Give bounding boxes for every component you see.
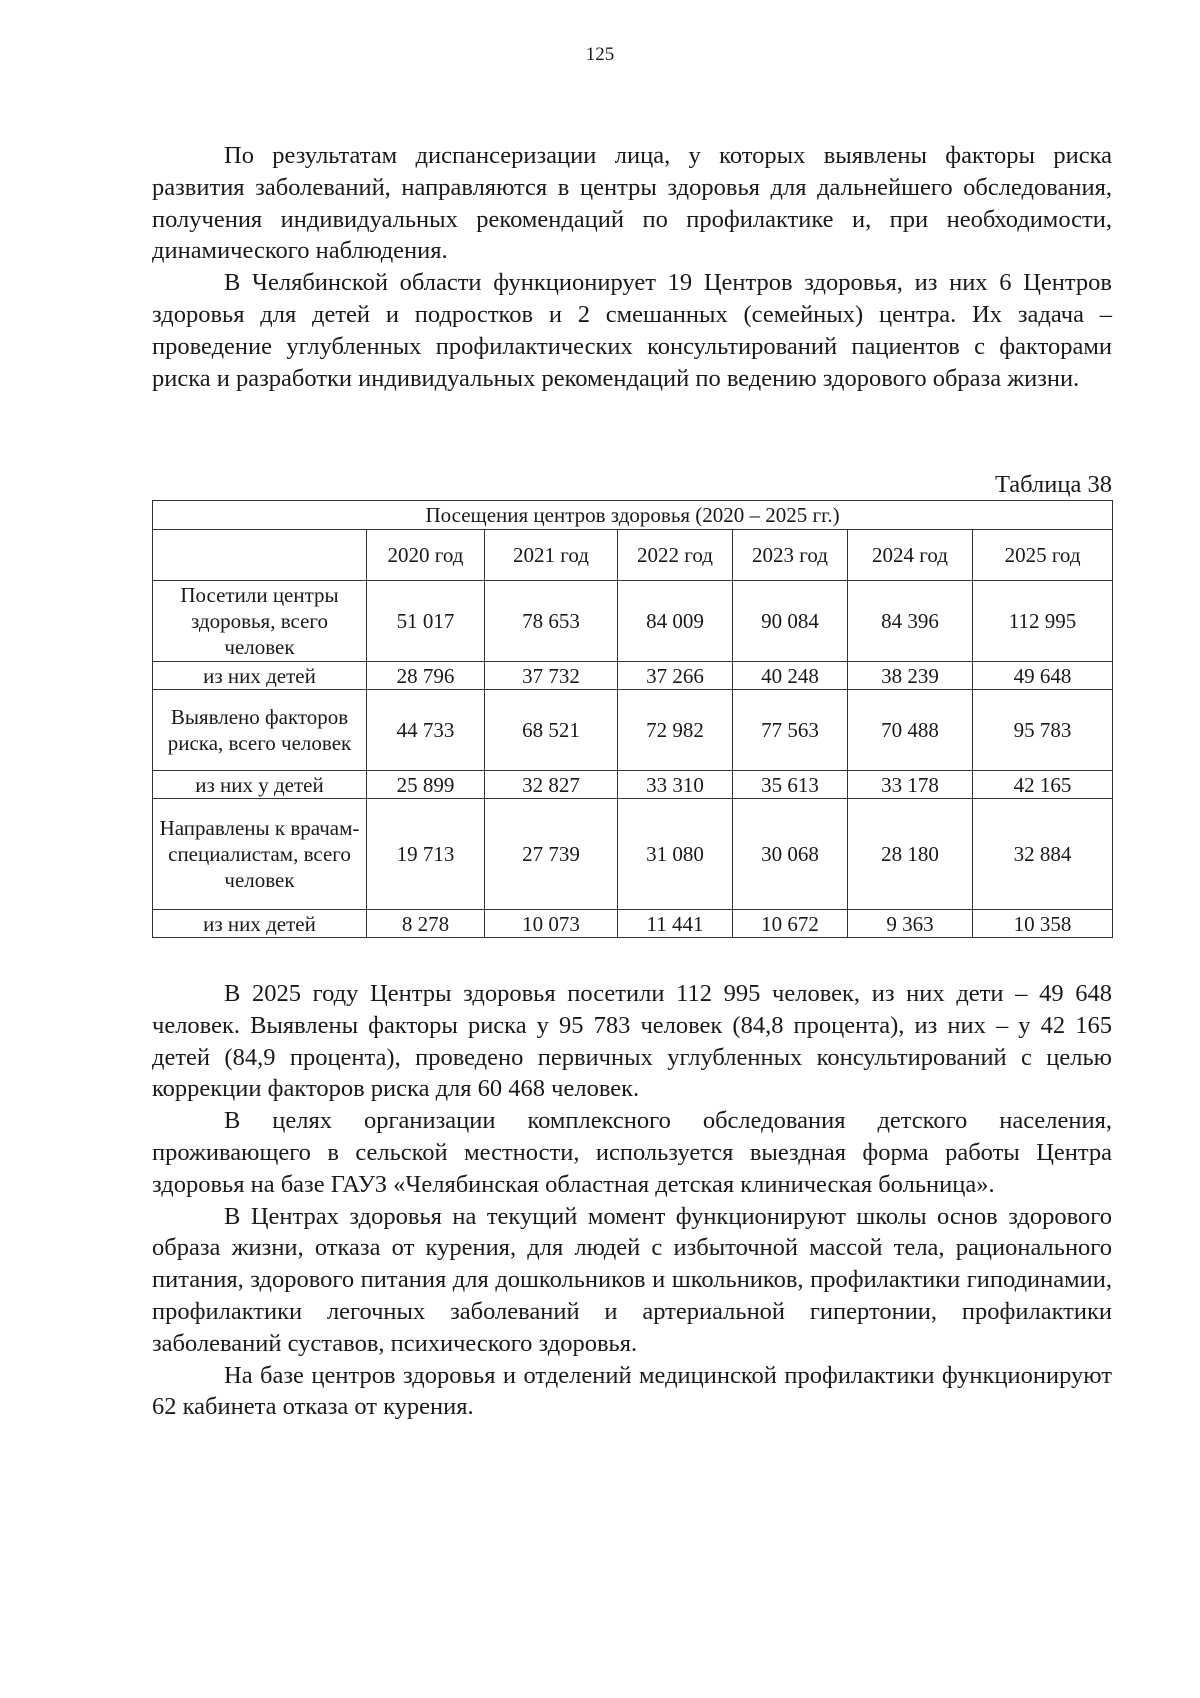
- table-cell: 25 899: [367, 771, 485, 799]
- table-cell: 49 648: [973, 662, 1113, 690]
- table-cell: 40 248: [733, 662, 848, 690]
- year-header: 2020 год: [367, 530, 485, 581]
- table-cell: 84 009: [618, 581, 733, 662]
- table-cell: 95 783: [973, 690, 1113, 771]
- table-cell: 28 796: [367, 662, 485, 690]
- table-row: [153, 581, 1113, 662]
- table-cell: 32 827: [485, 771, 618, 799]
- table-cell: 33 178: [848, 771, 973, 799]
- table-cell: 72 982: [618, 690, 733, 771]
- table-caption: Таблица 38: [994, 471, 1112, 498]
- row-label: из них детей: [153, 910, 367, 938]
- year-header: 2021 год: [485, 530, 618, 581]
- table-cell: 32 884: [973, 799, 1113, 910]
- table-cell: 31 080: [618, 799, 733, 910]
- header-empty: [153, 530, 367, 581]
- year-header: 2023 год: [733, 530, 848, 581]
- paragraph: В Челябинской области функционирует 19 Центров здоровья, из них 6 Центров здоровья для детей и подростков и 2 смешанных (семейных) центра. Их задача – проведение углубленных профилактических консультирований пациентов с факторами риска и разработки индивидуальных рекомендаций по ведению здорового образа жизни.: [152, 269, 1112, 392]
- table-cell: 28 180: [848, 799, 973, 910]
- table-cell: 10 672: [733, 910, 848, 938]
- intro-text: [152, 140, 1112, 394]
- table-cell: 33 310: [618, 771, 733, 799]
- year-header: 2025 год: [973, 530, 1113, 581]
- table-cell: 9 363: [848, 910, 973, 938]
- table-cell: 38 239: [848, 662, 973, 690]
- table-cell: 27 739: [485, 799, 618, 910]
- table-cell: 90 084: [733, 581, 848, 662]
- row-label: из них у детей: [153, 771, 367, 799]
- table-cell: 78 653: [485, 581, 618, 662]
- table-cell: 10 073: [485, 910, 618, 938]
- paragraph: По результатам диспансеризации лица, у которых выявлены факторы риска развития заболеваний, направляются в центры здоровья для дальнейшего обследования, получения индивидуальных рекомендаций по профилактике и, при необходимости, динамического наблюдения.: [152, 142, 1112, 265]
- table-cell: 37 732: [485, 662, 618, 690]
- paragraph: В целях организации комплексного обследования детского населения, проживающего в сельской местности, используется выездная форма работы Центра здоровья на базе ГАУЗ «Челябинская областная детская клиническая больница».: [152, 1107, 1112, 1198]
- table-cell: 35 613: [733, 771, 848, 799]
- paragraph: В 2025 году Центры здоровья посетили 112 995 человек, из них дети – 49 648 человек. Выявлены факторы риска у 95 783 человек (84,8 процента), из них – у 42 165 детей (84,9 процента), проведено первичных углубленных консультирований с целью коррекции факторов риска для 60 468 человек.: [152, 980, 1112, 1103]
- table-cell: 70 488: [848, 690, 973, 771]
- summary-text: [152, 978, 1112, 1423]
- row-label: Выявлено факторов риска, всего человек: [153, 690, 367, 771]
- table-cell: 30 068: [733, 799, 848, 910]
- table-cell: 44 733: [367, 690, 485, 771]
- table-cell: 37 266: [618, 662, 733, 690]
- table-row: [153, 799, 1113, 910]
- table-cell: 77 563: [733, 690, 848, 771]
- table-row: [153, 771, 1113, 799]
- table-row: [153, 690, 1113, 771]
- table-cell: 84 396: [848, 581, 973, 662]
- table-cell: 8 278: [367, 910, 485, 938]
- row-label: из них детей: [153, 662, 367, 690]
- table-cell: 42 165: [973, 771, 1113, 799]
- paragraph: В Центрах здоровья на текущий момент функционируют школы основ здорового образа жизни, отказа от курения, для людей с избыточной массой тела, рационального питания, здорового питания для дошкольников и школьников, профилактики гиподинамии, профилактики легочных заболеваний и артериальной гипертонии, профилактики заболеваний суставов, психического здоровья.: [152, 1202, 1112, 1357]
- page-number: 125: [585, 44, 615, 65]
- table-cell: 19 713: [367, 799, 485, 910]
- table-row: [153, 662, 1113, 690]
- table-cell: 11 441: [618, 910, 733, 938]
- table-cell: 10 358: [973, 910, 1113, 938]
- row-label: Направлены к врачам-специалистам, всего человек: [153, 799, 367, 910]
- paragraph: На базе центров здоровья и отделений медицинской профилактики функционируют 62 кабинета отказа от курения.: [152, 1361, 1112, 1421]
- row-label: Посетили центры здоровья, всего человек: [153, 581, 367, 662]
- year-header: 2024 год: [848, 530, 973, 581]
- table-cell: 68 521: [485, 690, 618, 771]
- table-row: [153, 910, 1113, 938]
- table-cell: 51 017: [367, 581, 485, 662]
- year-header: 2022 год: [618, 530, 733, 581]
- health-centers-table: [152, 500, 1113, 938]
- table-cell: 112 995: [973, 581, 1113, 662]
- table-title: Посещения центров здоровья (2020 – 2025 гг.): [153, 501, 1113, 530]
